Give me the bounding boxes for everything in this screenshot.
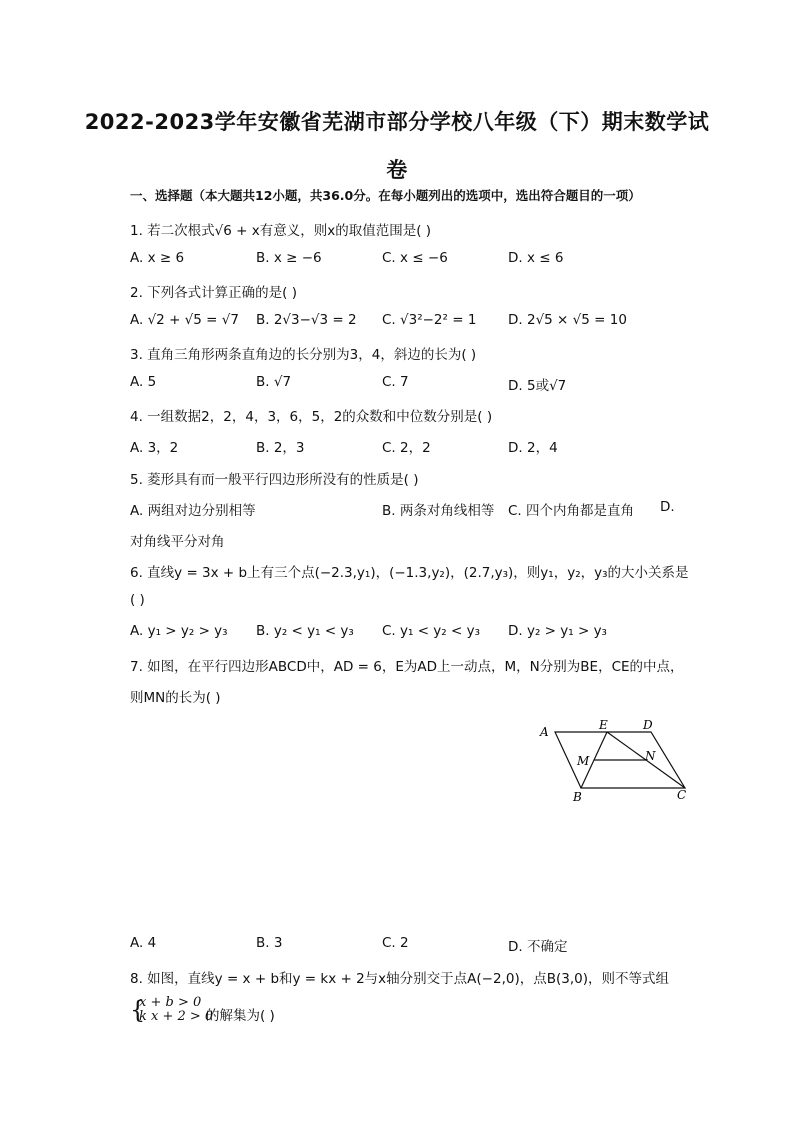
question-6-stem: 6. 直线y = 3x + b上有三个点(−2.3,y₁)，(−1.3,y₂)，(2.7,y₃)，则y₁，y₂，y₃的大小关系是 bbox=[130, 565, 689, 581]
question-5-option-a: A. 两组对边分别相等 bbox=[130, 503, 256, 519]
label-m: M bbox=[577, 754, 590, 768]
question-1-option-d: D. x ≤ 6 bbox=[508, 250, 564, 266]
question-8-stem: 8. 如图，直线y = x + b和y = kx + 2与x轴分别交于点A(−2,0)，点B(3,0)，则不等式组 bbox=[130, 971, 669, 987]
label-d: D bbox=[643, 718, 653, 732]
question-4-stem: 4. 一组数据2，2，4，3，6，5，2的众数和中位数分别是( ) bbox=[130, 409, 493, 425]
label-b: B bbox=[573, 790, 582, 804]
question-5-option-c: C. 四个内角都是直角 bbox=[508, 503, 635, 519]
question-4-option-a: A. 3，2 bbox=[130, 440, 179, 456]
question-1-stem: 1. 若二次根式√6 + x有意义，则x的取值范围是( ) bbox=[130, 223, 432, 239]
question-7-option-b: B. 3 bbox=[256, 935, 283, 951]
label-a: A bbox=[540, 725, 549, 739]
inequality-1: x + b > 0 bbox=[139, 995, 202, 1010]
question-1-option-b: B. x ≥ −6 bbox=[256, 250, 322, 266]
question-7-option-c: C. 2 bbox=[382, 935, 409, 951]
question-5-option-d: D. bbox=[660, 499, 675, 515]
question-7-option-d: D. 不确定 bbox=[508, 939, 568, 955]
question-4-option-c: C. 2，2 bbox=[382, 440, 431, 456]
question-5-option-b: B. 两条对角线相等 bbox=[382, 503, 495, 519]
question-3-option-c: C. 7 bbox=[382, 374, 409, 390]
exam-title bbox=[60, 98, 734, 194]
question-1-option-c: C. x ≤ −6 bbox=[382, 250, 448, 266]
brace-symbol: { bbox=[130, 996, 146, 1024]
question-2-option-b: B. 2√3−√3 = 2 bbox=[256, 312, 357, 328]
question-2-stem: 2. 下列各式计算正确的是( ) bbox=[130, 285, 297, 301]
question-5-stem: 5. 菱形具有而一般平行四边形所没有的性质是( ) bbox=[130, 472, 419, 488]
exam-title-line2: 卷 bbox=[386, 158, 408, 182]
question-7-stem: 7. 如图，在平行四边形ABCD中，AD = 6，E为AD上一动点，M，N分别为BE，CE的中点， bbox=[130, 659, 684, 675]
question-3-stem: 3. 直角三角形两条直角边的长分别为3，4，斜边的长为( ) bbox=[130, 347, 477, 363]
label-e: E bbox=[599, 718, 608, 732]
question-2-option-d: D. 2√5 × √5 = 10 bbox=[508, 312, 627, 328]
question-4-option-b: B. 2，3 bbox=[256, 440, 305, 456]
question-8-stem-tail: 的解集为( ) bbox=[206, 1008, 275, 1024]
question-6-option-a: A. y₁ > y₂ > y₃ bbox=[130, 623, 228, 639]
question-3-option-d: D. 5或√7 bbox=[508, 378, 567, 394]
question-2-option-c: C. √3²−2² = 1 bbox=[382, 312, 477, 328]
question-1-option-a: A. x ≥ 6 bbox=[130, 250, 185, 266]
label-n: N bbox=[645, 749, 656, 763]
question-6-option-b: B. y₂ < y₁ < y₃ bbox=[256, 623, 354, 639]
question-7-option-a: A. 4 bbox=[130, 935, 157, 951]
question-5-option-d-text: 对角线平分对角 bbox=[130, 534, 225, 550]
question-2-option-a: A. √2 + √5 = √7 bbox=[130, 312, 239, 328]
parallelogram-figure bbox=[535, 715, 700, 805]
question-4-option-d: D. 2，4 bbox=[508, 440, 558, 456]
inequality-2: k x + 2 > 0 bbox=[139, 1009, 214, 1024]
question-3-option-b: B. √7 bbox=[256, 374, 292, 390]
question-6-option-d: D. y₂ > y₁ > y₃ bbox=[508, 623, 607, 639]
question-6-option-c: C. y₁ < y₂ < y₃ bbox=[382, 623, 481, 639]
section-header: 一、选择题（本大题共12小题，共36.0分。在每小题列出的选项中，选出符合题目的一项） bbox=[130, 188, 641, 203]
question-3-option-a: A. 5 bbox=[130, 374, 157, 390]
question-6-stem-wrap: ( ) bbox=[130, 592, 145, 608]
exam-title-line1: 2022-2023学年安徽省芜湖市部分学校八年级（下）期末数学试 bbox=[84, 110, 710, 134]
question-7-stem-wrap: 则MN的长为( ) bbox=[130, 690, 221, 706]
label-c: C bbox=[677, 788, 687, 802]
